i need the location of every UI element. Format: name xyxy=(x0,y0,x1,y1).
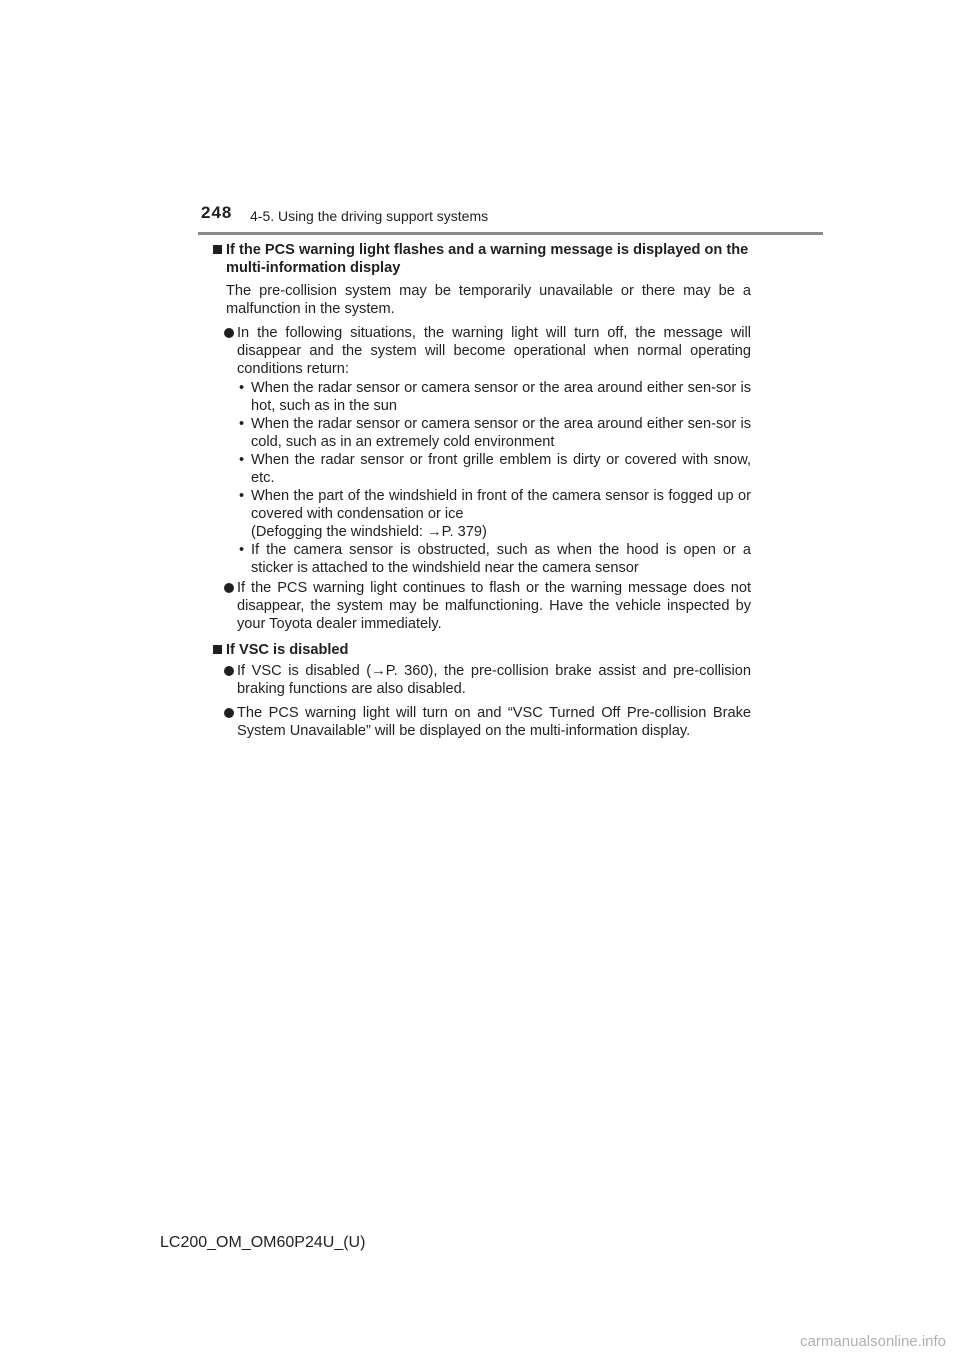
sub-item-text: When the part of the windshield in front of the camera sensor is fogged up or covered with condensation or ice xyxy=(251,488,751,522)
intro-paragraph: The pre-collision system may be temporarily unavailable or there may be a malfunction in the system. xyxy=(226,283,751,317)
square-bullet-icon xyxy=(213,645,222,654)
dot-marker: • xyxy=(239,380,245,396)
square-bullet-icon xyxy=(213,245,222,254)
round-bullet-icon xyxy=(224,583,234,593)
sub-item-text: When the radar sensor or camera sensor or the area around either sen-sor is cold, such as in an extremely cold environment xyxy=(251,416,751,450)
sub-item xyxy=(213,415,751,451)
sub-item-text: When the radar sensor or front grille emblem is dirty or covered with snow, etc. xyxy=(251,452,751,486)
round-bullet-icon xyxy=(224,666,234,676)
bullet-item xyxy=(213,662,751,698)
cross-reference[interactable]: (Defogging the windshield: →P. 379) xyxy=(251,524,487,540)
watermark: carmanualsonline.info xyxy=(800,1333,946,1350)
header-divider xyxy=(198,232,823,235)
dot-marker: • xyxy=(239,542,245,558)
bullet-text: The PCS warning light will turn on and “VSC Turned Off Pre-collision Brake System Unavailable” will be displayed on the multi-information display. xyxy=(237,705,751,739)
page-number: 248 xyxy=(201,203,233,222)
sub-item-text: When the radar sensor or camera sensor or the area around either sen-sor is hot, such as in the sun xyxy=(251,380,751,414)
bullet-item xyxy=(213,324,751,378)
heading-text: If VSC is disabled xyxy=(226,642,349,658)
bullet-text: In the following situations, the warning light will turn off, the message will disappear and the system will become operational when normal operating conditions return: xyxy=(237,325,751,377)
sub-item xyxy=(213,487,751,541)
bullet-text: If the PCS warning light continues to flash or the warning message does not disappear, the system may be malfunctioning. Have the vehicle inspected by your Toyota dealer immediately. xyxy=(237,580,751,632)
round-bullet-icon xyxy=(224,328,234,338)
sub-item xyxy=(213,541,751,577)
section-title: 4-5. Using the driving support systems xyxy=(250,208,489,224)
heading-text: If the PCS warning light flashes and a warning message is displayed on the multi-information display xyxy=(226,242,749,276)
dot-marker: • xyxy=(239,416,245,432)
bullet-text: If VSC is disabled (→P. 360), the pre-collision brake assist and pre-collision braking functions are also disabled. xyxy=(237,663,751,697)
sub-item-text: If the camera sensor is obstructed, such as when the hood is open or a sticker is attached to the windshield near the camera sensor xyxy=(251,542,751,576)
section-heading-vsc xyxy=(213,641,751,659)
sub-list xyxy=(213,379,751,577)
section-vsc-disabled xyxy=(213,641,751,740)
dot-marker: • xyxy=(239,452,245,468)
sub-item xyxy=(213,451,751,487)
section-heading-pcs-warning xyxy=(213,241,751,277)
round-bullet-icon xyxy=(224,708,234,718)
bullet-item xyxy=(213,579,751,633)
bullet-item xyxy=(213,704,751,740)
document-code: LC200_OM_OM60P24U_(U) xyxy=(160,1234,366,1251)
sub-item xyxy=(213,379,751,415)
dot-marker: • xyxy=(239,488,245,504)
page-content xyxy=(213,241,751,740)
